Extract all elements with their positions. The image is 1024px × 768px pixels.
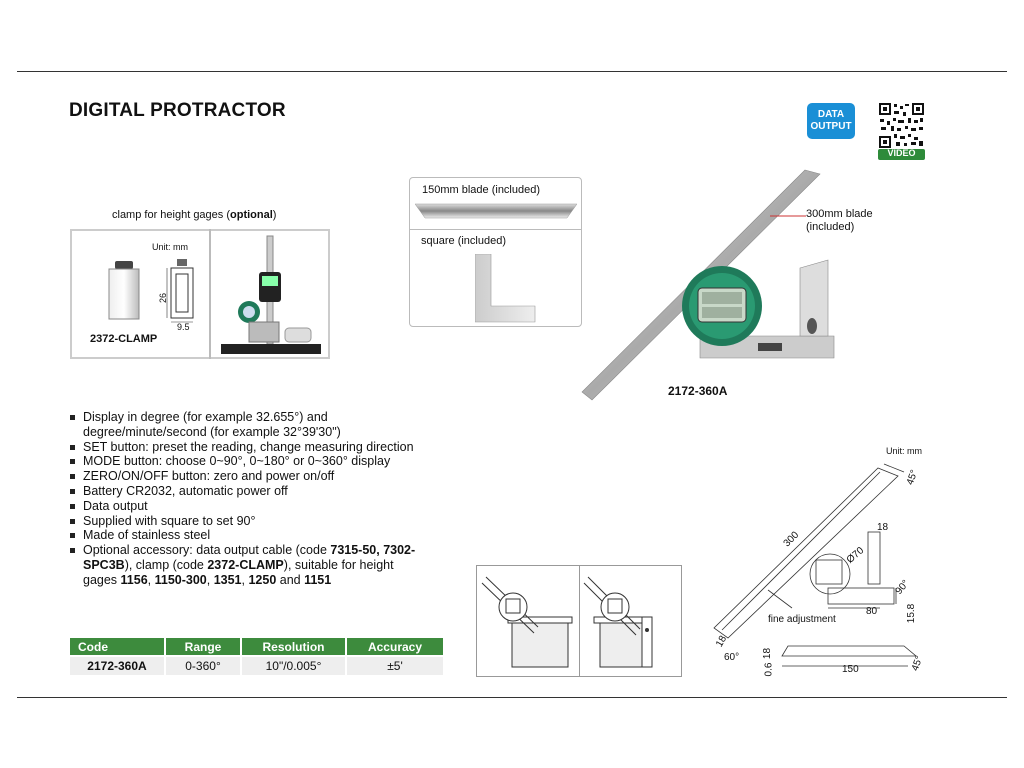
height-gage-photo — [213, 232, 328, 356]
dim-60: 60° — [724, 652, 740, 663]
feature-item: Data output — [69, 499, 449, 514]
dim-0-6: 0.6 — [763, 662, 775, 677]
clamp-caption: clamp for height gages (optional) — [112, 209, 277, 221]
feature-item-accessory: Optional accessory: data output cable (code 7315-50, 7302-SPC3B), clamp (code 2372-CLAMP), suitable for height gages 1156, 1150-300, 1351, 1250 and 1151 — [69, 543, 428, 587]
dim-45a: 45° — [904, 468, 921, 487]
accessories-divider — [409, 229, 582, 230]
feature-item: MODE button: choose 0~90°, 0~180° or 0~360° display — [69, 454, 449, 469]
usage-divider — [579, 565, 580, 677]
feature-item: Display in degree (for example 32.655°) and degree/minute/second (for example 32°39'30") — [69, 410, 449, 440]
clamp-dim-width: 9.5 — [177, 322, 190, 332]
header-accuracy: Accuracy — [346, 638, 444, 656]
fine-adjustment-label: fine adjustment — [768, 614, 836, 625]
data-output-badge: DATA OUTPUT — [807, 103, 855, 139]
drawing-unit-label: Unit: mm — [886, 446, 922, 456]
header-resolution: Resolution — [241, 638, 346, 656]
clamp-code-label: 2372-CLAMP — [90, 333, 158, 345]
callout-line — [770, 212, 806, 220]
blade150-label: 150mm blade (included) — [422, 184, 541, 196]
dim-18a: 18 — [877, 522, 889, 533]
clamp-box-divider — [209, 229, 211, 359]
dimension-drawing — [708, 458, 940, 680]
cell-resolution: 10"/0.005° — [241, 656, 346, 675]
product-code: 2172-360A — [668, 384, 728, 398]
usage-drawing-right — [582, 567, 680, 675]
dim-70: Ø70 — [844, 545, 867, 566]
usage-drawing-left — [478, 567, 578, 675]
top-rule — [17, 71, 1007, 72]
square-image — [475, 254, 537, 324]
clamp-unit-label: Unit: mm — [152, 242, 188, 252]
cell-accuracy: ±5' — [346, 656, 444, 675]
spec-table — [70, 638, 445, 675]
bottom-rule — [17, 697, 1007, 698]
dim-18b: 18 — [714, 633, 730, 650]
feature-item: ZERO/ON/OFF button: zero and power on/off — [69, 469, 449, 484]
dim-90: 90° — [893, 578, 912, 597]
spec-row — [70, 656, 444, 675]
callout-300mm-blade: 300mm blade (included) — [806, 208, 873, 233]
dim-150: 150 — [842, 664, 859, 675]
spec-header-row — [70, 638, 444, 656]
video-label: VIDEO — [887, 148, 916, 158]
cell-code: 2172-360A — [70, 656, 165, 675]
square-label: square (included) — [421, 235, 506, 247]
dim-300: 300 — [781, 529, 802, 550]
dim-15-8: 15.8 — [906, 603, 918, 624]
dim-18c: 18 — [762, 647, 774, 660]
dim-45b: 45° — [909, 654, 926, 673]
protractor-photo — [580, 168, 850, 404]
feature-item: SET button: preset the reading, change measuring direction — [69, 440, 449, 455]
header-code: Code — [70, 638, 165, 656]
feature-list — [69, 410, 449, 588]
clamp-dim-height: 26 — [158, 292, 169, 304]
header-range: Range — [165, 638, 241, 656]
page-title: DIGITAL PROTRACTOR — [69, 100, 286, 121]
feature-item: Made of stainless steel — [69, 528, 449, 543]
blade150-image — [415, 200, 577, 222]
dim-80: 80 — [866, 606, 878, 617]
cell-range: 0-360° — [165, 656, 241, 675]
feature-item: Battery CR2032, automatic power off — [69, 484, 449, 499]
feature-item: Supplied with square to set 90° — [69, 514, 449, 529]
